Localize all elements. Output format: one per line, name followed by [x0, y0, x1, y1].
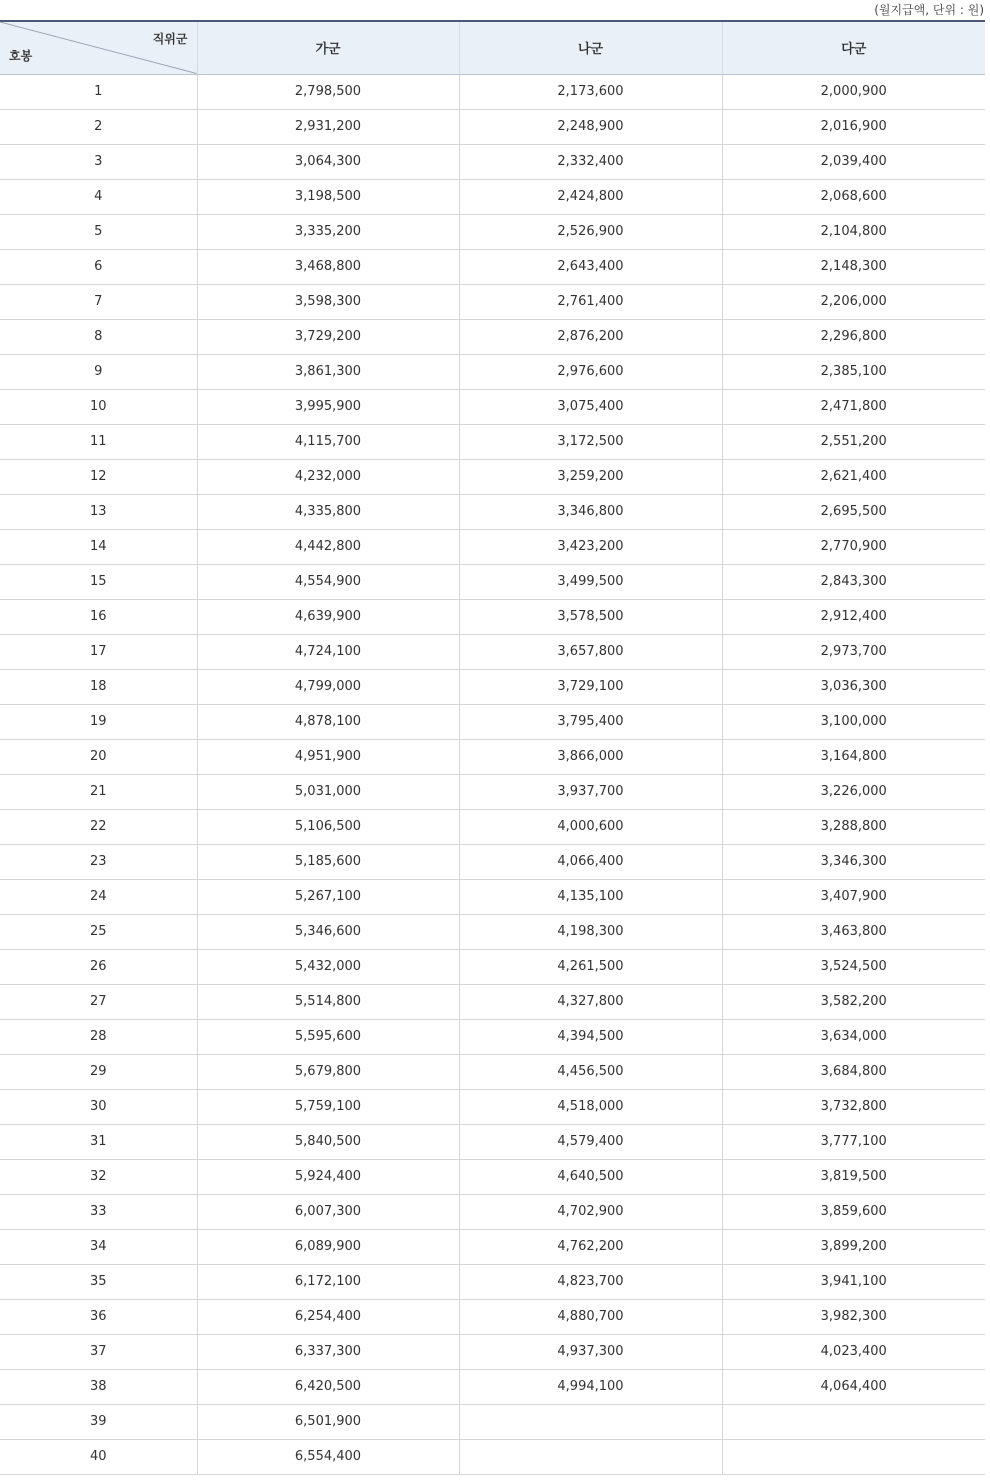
- step-cell: 34: [0, 1229, 197, 1264]
- ga-salary-cell: 5,106,500: [197, 809, 459, 844]
- step-cell: 3: [0, 144, 197, 179]
- ga-salary-cell: 5,346,600: [197, 914, 459, 949]
- ga-salary-cell: 5,679,800: [197, 1054, 459, 1089]
- na-salary-cell: 3,657,800: [459, 634, 722, 669]
- da-salary-cell: 3,634,000: [722, 1019, 985, 1054]
- step-cell: 8: [0, 319, 197, 354]
- na-salary-cell: 2,761,400: [459, 284, 722, 319]
- table-row: [0, 249, 985, 284]
- ga-salary-cell: 6,007,300: [197, 1194, 459, 1229]
- step-cell: 13: [0, 494, 197, 529]
- da-salary-cell: 2,016,900: [722, 109, 985, 144]
- da-salary-cell: 2,843,300: [722, 564, 985, 599]
- da-salary-cell: 2,000,900: [722, 74, 985, 109]
- ga-salary-cell: 6,254,400: [197, 1299, 459, 1334]
- na-salary-cell: 4,880,700: [459, 1299, 722, 1334]
- ga-salary-cell: 4,639,900: [197, 599, 459, 634]
- na-salary-cell: 3,499,500: [459, 564, 722, 599]
- na-salary-cell: 3,866,000: [459, 739, 722, 774]
- da-salary-cell: 4,064,400: [722, 1369, 985, 1404]
- table-row: [0, 214, 985, 249]
- table-row: [0, 354, 985, 389]
- na-salary-cell: 2,248,900: [459, 109, 722, 144]
- na-salary-cell: 3,423,200: [459, 529, 722, 564]
- step-cell: 39: [0, 1404, 197, 1439]
- step-cell: 28: [0, 1019, 197, 1054]
- corner-label-step: 호봉: [9, 48, 33, 63]
- step-cell: 21: [0, 774, 197, 809]
- na-salary-cell: 2,526,900: [459, 214, 722, 249]
- step-cell: 33: [0, 1194, 197, 1229]
- table-row: [0, 704, 985, 739]
- da-salary-cell: 3,982,300: [722, 1299, 985, 1334]
- step-cell: 6: [0, 249, 197, 284]
- step-cell: 12: [0, 459, 197, 494]
- da-salary-cell: 4,023,400: [722, 1334, 985, 1369]
- salary-table-body: [0, 74, 985, 1474]
- header-row: [0, 21, 985, 74]
- table-row: [0, 844, 985, 879]
- table-row: [0, 494, 985, 529]
- da-salary-cell: 2,770,900: [722, 529, 985, 564]
- da-salary-cell: 3,100,000: [722, 704, 985, 739]
- step-cell: 22: [0, 809, 197, 844]
- step-cell: 31: [0, 1124, 197, 1159]
- na-salary-cell: 4,135,100: [459, 879, 722, 914]
- da-salary-cell: 3,859,600: [722, 1194, 985, 1229]
- table-row: [0, 914, 985, 949]
- step-cell: 27: [0, 984, 197, 1019]
- ga-salary-cell: 5,432,000: [197, 949, 459, 984]
- ga-salary-cell: 6,554,400: [197, 1439, 459, 1474]
- table-row: [0, 459, 985, 494]
- table-row: [0, 1019, 985, 1054]
- na-salary-cell: 3,075,400: [459, 389, 722, 424]
- da-salary-cell: 3,407,900: [722, 879, 985, 914]
- table-row: [0, 984, 985, 1019]
- table-row: [0, 774, 985, 809]
- ga-salary-cell: 5,185,600: [197, 844, 459, 879]
- step-cell: 37: [0, 1334, 197, 1369]
- da-salary-cell: [722, 1404, 985, 1439]
- na-salary-cell: 4,198,300: [459, 914, 722, 949]
- step-cell: 1: [0, 74, 197, 109]
- table-row: [0, 634, 985, 669]
- ga-salary-cell: 4,724,100: [197, 634, 459, 669]
- da-salary-cell: 2,551,200: [722, 424, 985, 459]
- table-row: [0, 319, 985, 354]
- corner-header-cell: [0, 21, 197, 74]
- ga-salary-cell: 5,267,100: [197, 879, 459, 914]
- step-cell: 7: [0, 284, 197, 319]
- ga-salary-cell: 6,172,100: [197, 1264, 459, 1299]
- ga-salary-cell: 6,501,900: [197, 1404, 459, 1439]
- na-salary-cell: 3,259,200: [459, 459, 722, 494]
- table-row: [0, 144, 985, 179]
- step-cell: 10: [0, 389, 197, 424]
- step-cell: 14: [0, 529, 197, 564]
- table-row: [0, 424, 985, 459]
- ga-salary-cell: 2,931,200: [197, 109, 459, 144]
- step-cell: 30: [0, 1089, 197, 1124]
- ga-salary-cell: 4,799,000: [197, 669, 459, 704]
- ga-salary-cell: 4,878,100: [197, 704, 459, 739]
- step-cell: 11: [0, 424, 197, 459]
- table-row: [0, 1439, 985, 1474]
- da-salary-cell: 2,912,400: [722, 599, 985, 634]
- ga-salary-cell: 3,468,800: [197, 249, 459, 284]
- na-salary-cell: 4,762,200: [459, 1229, 722, 1264]
- column-header-da: 다군: [722, 21, 985, 74]
- step-cell: 9: [0, 354, 197, 389]
- na-salary-cell: 3,172,500: [459, 424, 722, 459]
- ga-salary-cell: 6,337,300: [197, 1334, 459, 1369]
- step-cell: 35: [0, 1264, 197, 1299]
- da-salary-cell: 3,582,200: [722, 984, 985, 1019]
- ga-salary-cell: 4,442,800: [197, 529, 459, 564]
- na-salary-cell: 4,937,300: [459, 1334, 722, 1369]
- ga-salary-cell: 4,115,700: [197, 424, 459, 459]
- da-salary-cell: [722, 1439, 985, 1474]
- da-salary-cell: 3,463,800: [722, 914, 985, 949]
- table-row: [0, 389, 985, 424]
- step-cell: 25: [0, 914, 197, 949]
- table-row: [0, 1299, 985, 1334]
- na-salary-cell: 4,394,500: [459, 1019, 722, 1054]
- table-row: [0, 109, 985, 144]
- table-row: [0, 1124, 985, 1159]
- table-row: [0, 1404, 985, 1439]
- step-cell: 16: [0, 599, 197, 634]
- ga-salary-cell: 3,335,200: [197, 214, 459, 249]
- na-salary-cell: 2,424,800: [459, 179, 722, 214]
- ga-salary-cell: 3,861,300: [197, 354, 459, 389]
- table-row: [0, 1089, 985, 1124]
- ga-salary-cell: 6,089,900: [197, 1229, 459, 1264]
- da-salary-cell: 2,621,400: [722, 459, 985, 494]
- da-salary-cell: 3,732,800: [722, 1089, 985, 1124]
- na-salary-cell: 4,261,500: [459, 949, 722, 984]
- table-row: [0, 1334, 985, 1369]
- unit-note: (월지급액, 단위 : 원): [874, 3, 984, 17]
- salary-table: [0, 20, 985, 1475]
- step-cell: 26: [0, 949, 197, 984]
- na-salary-cell: 3,795,400: [459, 704, 722, 739]
- step-cell: 20: [0, 739, 197, 774]
- da-salary-cell: 2,104,800: [722, 214, 985, 249]
- table-row: [0, 529, 985, 564]
- ga-salary-cell: 4,232,000: [197, 459, 459, 494]
- ga-salary-cell: 5,514,800: [197, 984, 459, 1019]
- na-salary-cell: 4,456,500: [459, 1054, 722, 1089]
- table-row: [0, 809, 985, 844]
- step-cell: 5: [0, 214, 197, 249]
- na-salary-cell: 3,578,500: [459, 599, 722, 634]
- da-salary-cell: 3,346,300: [722, 844, 985, 879]
- da-salary-cell: 3,226,000: [722, 774, 985, 809]
- ga-salary-cell: 5,595,600: [197, 1019, 459, 1054]
- na-salary-cell: [459, 1439, 722, 1474]
- step-cell: 40: [0, 1439, 197, 1474]
- table-row: [0, 949, 985, 984]
- da-salary-cell: 2,471,800: [722, 389, 985, 424]
- ga-salary-cell: 3,064,300: [197, 144, 459, 179]
- da-salary-cell: 3,777,100: [722, 1124, 985, 1159]
- da-salary-cell: 2,148,300: [722, 249, 985, 284]
- ga-salary-cell: 4,951,900: [197, 739, 459, 774]
- step-cell: 18: [0, 669, 197, 704]
- na-salary-cell: 2,173,600: [459, 74, 722, 109]
- step-cell: 29: [0, 1054, 197, 1089]
- step-cell: 36: [0, 1299, 197, 1334]
- table-row: [0, 1194, 985, 1229]
- da-salary-cell: 3,164,800: [722, 739, 985, 774]
- na-salary-cell: 4,823,700: [459, 1264, 722, 1299]
- na-salary-cell: [459, 1404, 722, 1439]
- na-salary-cell: 4,702,900: [459, 1194, 722, 1229]
- na-salary-cell: 4,518,000: [459, 1089, 722, 1124]
- table-row: [0, 669, 985, 704]
- table-row: [0, 564, 985, 599]
- step-cell: 19: [0, 704, 197, 739]
- corner-label-position-group: 직위군: [152, 32, 188, 46]
- table-row: [0, 1229, 985, 1264]
- step-cell: 17: [0, 634, 197, 669]
- ga-salary-cell: 5,840,500: [197, 1124, 459, 1159]
- na-salary-cell: 4,994,100: [459, 1369, 722, 1404]
- table-row: [0, 879, 985, 914]
- na-salary-cell: 2,332,400: [459, 144, 722, 179]
- ga-salary-cell: 4,335,800: [197, 494, 459, 529]
- ga-salary-cell: 5,924,400: [197, 1159, 459, 1194]
- step-cell: 32: [0, 1159, 197, 1194]
- step-cell: 15: [0, 564, 197, 599]
- ga-salary-cell: 5,031,000: [197, 774, 459, 809]
- ga-salary-cell: 4,554,900: [197, 564, 459, 599]
- da-salary-cell: 3,941,100: [722, 1264, 985, 1299]
- table-row: [0, 179, 985, 214]
- ga-salary-cell: 3,995,900: [197, 389, 459, 424]
- table-row: [0, 1054, 985, 1089]
- na-salary-cell: 2,643,400: [459, 249, 722, 284]
- na-salary-cell: 3,937,700: [459, 774, 722, 809]
- table-row: [0, 284, 985, 319]
- ga-salary-cell: 6,420,500: [197, 1369, 459, 1404]
- step-cell: 2: [0, 109, 197, 144]
- na-salary-cell: 4,327,800: [459, 984, 722, 1019]
- da-salary-cell: 3,684,800: [722, 1054, 985, 1089]
- da-salary-cell: 3,036,300: [722, 669, 985, 704]
- ga-salary-cell: 3,598,300: [197, 284, 459, 319]
- na-salary-cell: 4,579,400: [459, 1124, 722, 1159]
- da-salary-cell: 3,288,800: [722, 809, 985, 844]
- na-salary-cell: 4,066,400: [459, 844, 722, 879]
- da-salary-cell: 3,899,200: [722, 1229, 985, 1264]
- da-salary-cell: 2,206,000: [722, 284, 985, 319]
- column-header-na: 나군: [459, 21, 722, 74]
- da-salary-cell: 3,524,500: [722, 949, 985, 984]
- ga-salary-cell: 5,759,100: [197, 1089, 459, 1124]
- da-salary-cell: 2,039,400: [722, 144, 985, 179]
- step-cell: 23: [0, 844, 197, 879]
- da-salary-cell: 2,068,600: [722, 179, 985, 214]
- na-salary-cell: 2,876,200: [459, 319, 722, 354]
- da-salary-cell: 2,973,700: [722, 634, 985, 669]
- ga-salary-cell: 3,729,200: [197, 319, 459, 354]
- da-salary-cell: 2,385,100: [722, 354, 985, 389]
- step-cell: 38: [0, 1369, 197, 1404]
- na-salary-cell: 3,729,100: [459, 669, 722, 704]
- table-row: [0, 1159, 985, 1194]
- ga-salary-cell: 2,798,500: [197, 74, 459, 109]
- step-cell: 4: [0, 179, 197, 214]
- table-row: [0, 74, 985, 109]
- da-salary-cell: 2,296,800: [722, 319, 985, 354]
- table-row: [0, 1369, 985, 1404]
- da-salary-cell: 3,819,500: [722, 1159, 985, 1194]
- step-cell: 24: [0, 879, 197, 914]
- table-row: [0, 739, 985, 774]
- na-salary-cell: 3,346,800: [459, 494, 722, 529]
- na-salary-cell: 4,640,500: [459, 1159, 722, 1194]
- na-salary-cell: 4,000,600: [459, 809, 722, 844]
- ga-salary-cell: 3,198,500: [197, 179, 459, 214]
- column-header-ga: 가군: [197, 21, 459, 74]
- salary-table-header: [0, 21, 985, 74]
- na-salary-cell: 2,976,600: [459, 354, 722, 389]
- table-row: [0, 599, 985, 634]
- table-row: [0, 1264, 985, 1299]
- da-salary-cell: 2,695,500: [722, 494, 985, 529]
